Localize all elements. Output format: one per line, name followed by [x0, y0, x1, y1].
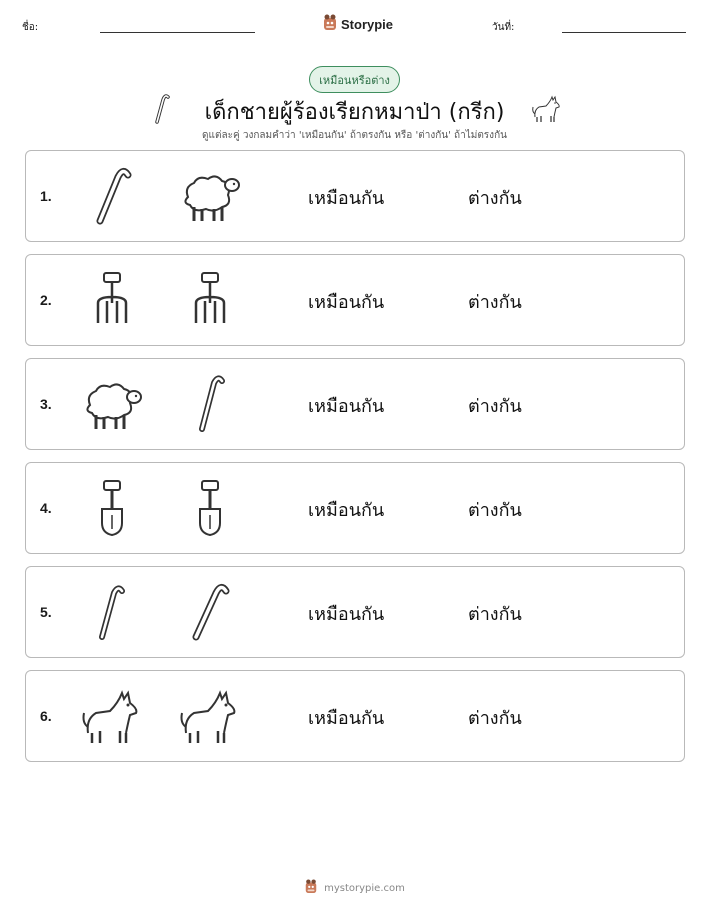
same-option[interactable]: เหมือนกัน — [308, 396, 385, 417]
question-row — [25, 670, 685, 762]
storypie-mascot-icon — [322, 13, 338, 35]
brand-logo — [322, 13, 393, 35]
instructions: ดูแต่ละคู่ วงกลมคำว่า 'เหมือนกัน' ถ้าตรงกัน หรือ 'ต่างกัน' ถ้าไม่ตรงกัน — [202, 130, 507, 141]
same-option[interactable]: เหมือนกัน — [308, 292, 385, 313]
question-row — [25, 254, 685, 346]
same-option[interactable]: เหมือนกัน — [308, 188, 385, 209]
wolf-icon — [178, 683, 242, 747]
question-number: 5. — [40, 604, 52, 620]
pitchfork-icon — [178, 267, 242, 331]
question-row — [25, 462, 685, 554]
date-field-line[interactable] — [562, 32, 686, 33]
pitchfork-icon — [80, 267, 144, 331]
brand-name: Storypie — [341, 16, 394, 32]
sheep-icon — [178, 163, 242, 227]
shovel-icon — [80, 475, 144, 539]
wolf-icon — [528, 92, 566, 128]
page-footer — [0, 878, 709, 898]
cane-icon — [178, 579, 242, 643]
different-option[interactable]: ต่างกัน — [468, 292, 522, 313]
worksheet-header — [0, 0, 709, 50]
wolf-icon — [80, 683, 144, 747]
question-row — [25, 358, 685, 450]
activity-type-badge: เหมือนหรือต่าง — [309, 66, 400, 93]
name-field-line[interactable] — [100, 32, 255, 33]
storypie-mascot-icon — [304, 878, 318, 898]
different-option[interactable]: ต่างกัน — [468, 396, 522, 417]
cane-icon — [178, 371, 242, 435]
cane-icon — [80, 579, 144, 643]
name-label: ชื่อ: — [22, 22, 39, 33]
question-number: 4. — [40, 500, 52, 516]
sheep-icon — [80, 371, 144, 435]
different-option[interactable]: ต่างกัน — [468, 188, 522, 209]
different-option[interactable]: ต่างกัน — [468, 604, 522, 625]
shovel-icon — [178, 475, 242, 539]
question-number: 1. — [40, 188, 52, 204]
title-row — [0, 92, 709, 126]
question-row — [25, 566, 685, 658]
different-option[interactable]: ต่างกัน — [468, 500, 522, 521]
question-number: 6. — [40, 708, 52, 724]
question-number: 3. — [40, 396, 52, 412]
same-option[interactable]: เหมือนกัน — [308, 604, 385, 625]
different-option[interactable]: ต่างกัน — [468, 708, 522, 729]
footer-website: mystorypie.com — [324, 882, 405, 894]
same-option[interactable]: เหมือนกัน — [308, 500, 385, 521]
cane-icon — [80, 163, 144, 227]
question-number: 2. — [40, 292, 52, 308]
same-option[interactable]: เหมือนกัน — [308, 708, 385, 729]
question-row — [25, 150, 685, 242]
date-label: วันที่: — [492, 22, 515, 33]
page-title: เด็กชายผู้ร้องเรียกหมาป่า (กรีก) — [204, 100, 505, 125]
